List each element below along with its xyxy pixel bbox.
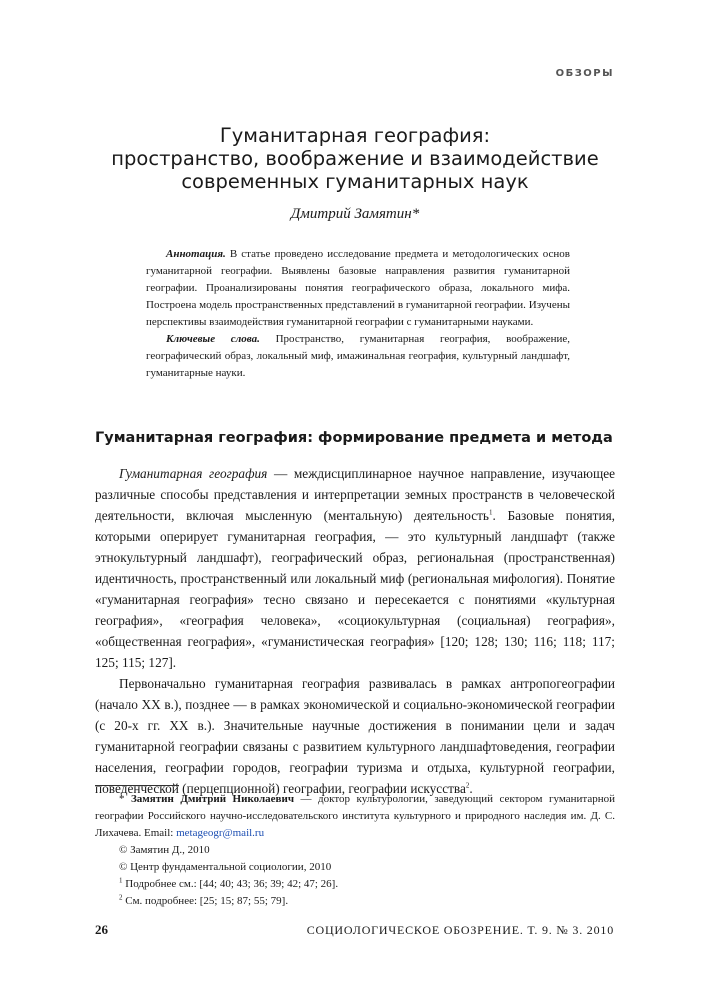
- keywords-text: Пространство, гуманитарная география, воображение, географический образ, локальный миф, имажинальная география, культурный ландшафт, гуманитарные науки.: [146, 333, 570, 379]
- p1-text-b: . Базовые понятия, которыми оперирует гуманитарная география, — это культурный ландшафт (также этнокультурный ландшафт), географический образ, региональная (пространственная) идентичность, пространственный или локальный миф (региональная мифология). Понятие «гуманитарная география» тесно связано и пересекается с понятиями «культурная география», «география человека», «социокультурная (социальная) география», «общественная география», «гуманистическая география» [120; 128; 130; 116; 118; 117; 125; 115; 127].: [95, 508, 616, 670]
- footnote-2: [95, 893, 615, 910]
- copyright-publisher: © Центр фундаментальной социологии, 2010: [119, 861, 332, 873]
- footnotes-block: [95, 791, 615, 910]
- footnote-ref-2[interactable]: 2: [465, 781, 470, 790]
- body-paragraph-1: [95, 463, 615, 673]
- footnote-divider: [95, 785, 179, 786]
- p2-end: .: [469, 781, 473, 796]
- footnote-2-text: См. подробнее: [25; 15; 87; 55; 79].: [122, 895, 289, 907]
- email-link[interactable]: metageogr@mail.ru: [176, 827, 265, 839]
- page-number: 26: [95, 922, 108, 937]
- author-full-name: Замятин Дмитрий Николаевич: [131, 793, 295, 805]
- footnote-author: [95, 791, 615, 842]
- section-label: ОБЗОРЫ: [555, 68, 614, 79]
- copyright-author: © Замятин Д., 2010: [119, 844, 210, 856]
- keywords-label: Ключевые слова.: [166, 333, 260, 345]
- abstract-paragraph: [146, 246, 570, 331]
- title-line-1: Гуманитарная география:: [219, 124, 491, 147]
- footnote-1-text: Подробнее см.: [44; 40; 43; 36; 39; 42; 47; 26].: [122, 878, 339, 890]
- author-mark: *: [119, 793, 131, 805]
- p2-text: Первоначально гуманитарная география развивалась в рамках антропогеографии (начало XX в.), позднее — в рамках экономической и социально-экономической географии (с 20-х гг. XX в.). Значительные научные достижения в понимании цели и задач гуманитарной географии связаны с развитием культурного ландшафтоведения, географии населения, географии городов, географии туризма и отдыха, культурной географии, поведенческой (перцепционной) географии, географии искусства: [95, 676, 615, 796]
- footnote-1: [95, 876, 615, 893]
- author-description: — доктор культурологии, заведующий сектором гуманитарной географии Российского научно-исследовательского института культурного и природного наследия им. Д. С. Лихачева. Email:: [95, 793, 615, 839]
- abstract-block: [146, 246, 570, 382]
- footnote-2-number: 2: [119, 893, 123, 902]
- body-paragraph-2: [95, 673, 615, 799]
- term-italic: Гуманитарная география: [119, 466, 268, 481]
- footnote-1-number: 1: [119, 876, 123, 885]
- article-title: [95, 124, 615, 193]
- abstract-text: В статье проведено исследование предмета и методологических основ гуманитарной географии. Выявлены базовые направления развития гуманитарной географии. Проанализированы понятия географического образа, локального мифа. Построена модель пространственных представлений в гуманитарной географии. Изучены перспективы взаимодействия гуманитарной географии с гуманитарными науками.: [146, 248, 570, 328]
- title-line-2: пространство, воображение и взаимодействие: [111, 147, 599, 170]
- title-line-3: современных гуманитарных наук: [181, 170, 529, 193]
- body-text: [95, 463, 615, 799]
- keywords-paragraph: [146, 331, 570, 382]
- abstract-label: Аннотация.: [166, 248, 226, 260]
- p1-text-a: — междисциплинарное научное направление, изучающее различные способы представления и интерпретации земных пространств в человеческой деятельности, включая мысленную (ментальную) деятельность: [95, 466, 615, 523]
- journal-running-footer: СОЦИОЛОГИЧЕСКОЕ ОБОЗРЕНИЕ. Т. 9. № 3. 2010: [306, 923, 614, 937]
- footnote-ref-1[interactable]: 1: [489, 508, 493, 517]
- section-heading: Гуманитарная география: формирование предмета и метода: [95, 430, 613, 446]
- article-author: Дмитрий Замятин*: [290, 206, 420, 222]
